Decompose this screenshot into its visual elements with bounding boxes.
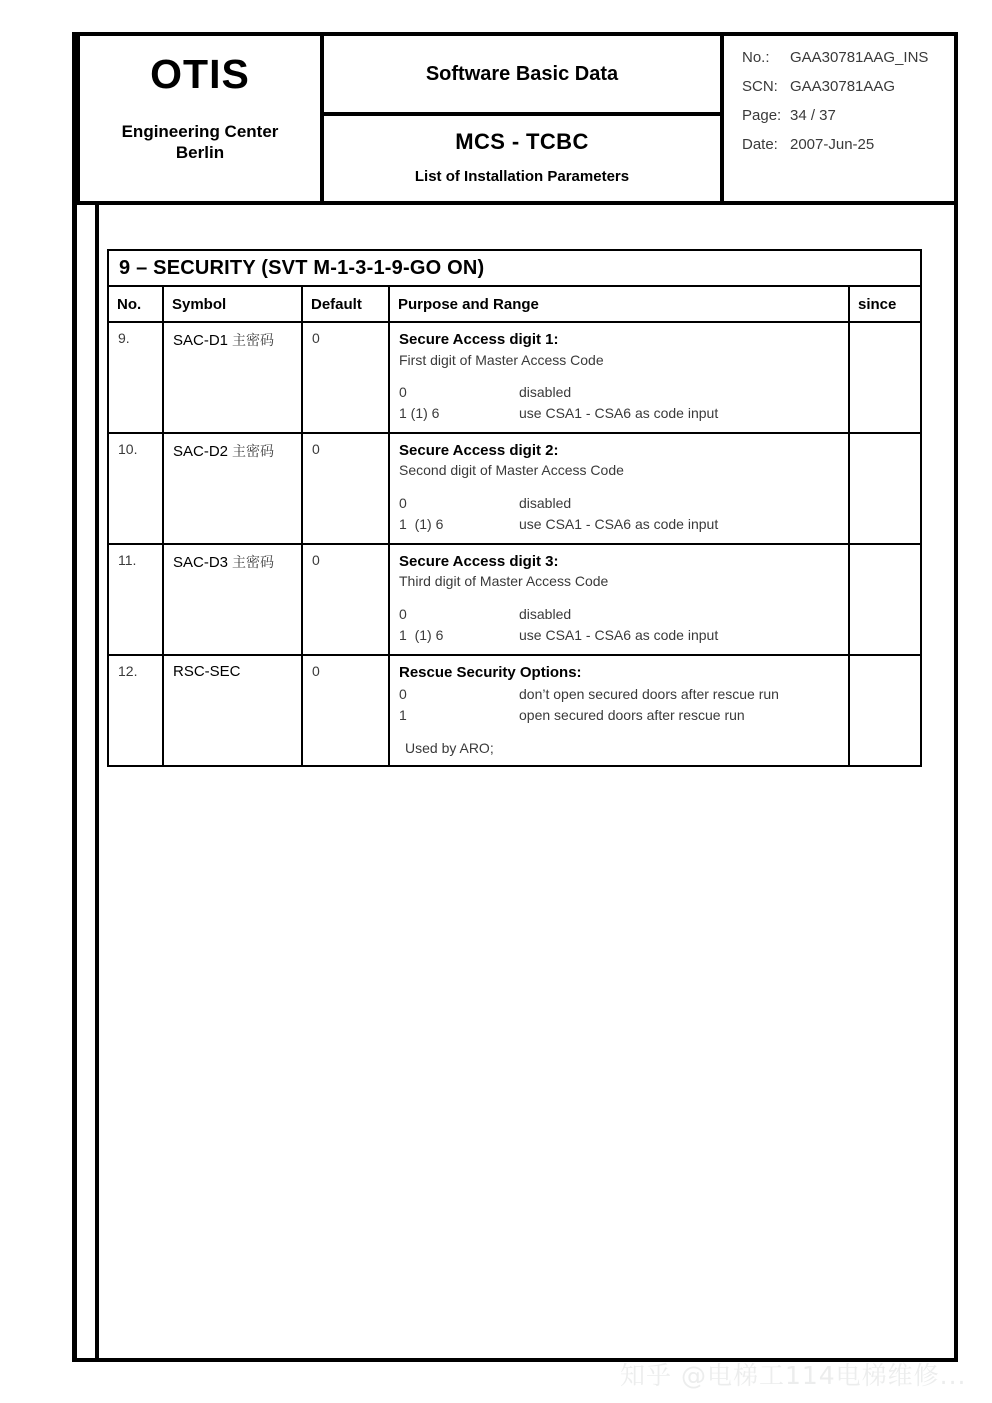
otis-logo: OTIS bbox=[150, 51, 250, 97]
table-row bbox=[108, 433, 921, 544]
purpose-footnote: Used by ARO; bbox=[405, 740, 494, 757]
purpose-title: Secure Access digit 2: bbox=[399, 441, 559, 459]
row-symbol bbox=[163, 544, 302, 655]
column-header-purpose: Purpose and Range bbox=[389, 286, 849, 322]
row-default: 0 bbox=[302, 322, 389, 433]
section-title-row bbox=[108, 250, 921, 286]
column-header-no: No. bbox=[108, 286, 163, 322]
row-number: 10. bbox=[108, 433, 163, 544]
table-header-row bbox=[108, 286, 921, 322]
purpose-option-value: disabled bbox=[519, 495, 572, 512]
row-since bbox=[849, 322, 921, 433]
purpose-option-list bbox=[399, 604, 848, 645]
purpose-option-key: 1 bbox=[399, 706, 407, 723]
installation-parameters-table bbox=[107, 249, 922, 767]
metadata-label-page: Page: bbox=[742, 107, 782, 124]
metadata-row-page bbox=[742, 108, 954, 123]
row-purpose bbox=[389, 655, 849, 766]
product-name: MCS - TCBC bbox=[455, 128, 589, 154]
purpose-option bbox=[399, 604, 848, 624]
purpose-option-list bbox=[399, 493, 848, 534]
organization-line-1: Engineering Center bbox=[121, 122, 279, 141]
title-block-titles bbox=[324, 36, 724, 201]
purpose-option bbox=[399, 514, 848, 534]
title-block bbox=[76, 32, 958, 205]
row-default: 0 bbox=[302, 544, 389, 655]
row-number: 9. bbox=[108, 322, 163, 433]
purpose-option-key: 0 bbox=[399, 686, 407, 703]
table-body bbox=[108, 250, 921, 766]
purpose-option-value: open secured doors after rescue run bbox=[519, 706, 745, 723]
watermark: 知乎 @电梯工114电梯维修... bbox=[620, 1361, 967, 1390]
metadata-label-no: No.: bbox=[742, 49, 770, 66]
page-border-left-inner bbox=[95, 205, 99, 1362]
column-header-since: since bbox=[849, 286, 921, 322]
purpose-description: Third digit of Master Access Code bbox=[399, 573, 609, 590]
organization-line-2: Berlin bbox=[175, 143, 225, 163]
column-header-symbol: Symbol bbox=[163, 286, 302, 322]
row-since bbox=[849, 655, 921, 766]
metadata-row-no bbox=[742, 50, 954, 65]
purpose-option-key: 0 bbox=[399, 495, 407, 512]
row-symbol bbox=[163, 433, 302, 544]
row-number: 11. bbox=[108, 544, 163, 655]
section-title: 9 – SECURITY (SVT M-1-3-1-9-GO ON) bbox=[108, 250, 921, 286]
document-subtitle: List of Installation Parameters bbox=[414, 167, 630, 185]
row-symbol bbox=[163, 655, 302, 766]
row-purpose bbox=[389, 433, 849, 544]
row-default: 0 bbox=[302, 433, 389, 544]
table-row bbox=[108, 322, 921, 433]
row-since bbox=[849, 544, 921, 655]
title-block-metadata bbox=[724, 36, 954, 201]
purpose-option-value: use CSA1 - CSA6 as code input bbox=[519, 515, 719, 532]
metadata-value-no: GAA30781AAG_INS bbox=[790, 49, 929, 66]
purpose-option-list bbox=[399, 382, 848, 423]
purpose-title: Rescue Security Options: bbox=[399, 663, 582, 681]
purpose-option-key: 1 (1) 6 bbox=[399, 626, 444, 643]
table-row bbox=[108, 655, 921, 766]
row-purpose bbox=[389, 544, 849, 655]
row-symbol-code: RSC-SEC bbox=[173, 662, 241, 680]
purpose-option-value: use CSA1 - CSA6 as code input bbox=[519, 404, 719, 421]
purpose-option bbox=[399, 705, 848, 725]
purpose-description: Second digit of Master Access Code bbox=[399, 462, 624, 479]
page-border-right bbox=[954, 32, 958, 1362]
row-purpose bbox=[389, 322, 849, 433]
metadata-value-page: 34 / 37 bbox=[790, 107, 836, 124]
purpose-option-value: disabled bbox=[519, 606, 572, 623]
document-title-cell bbox=[324, 36, 720, 116]
purpose-option-key: 0 bbox=[399, 384, 407, 401]
metadata-value-scn: GAA30781AAG bbox=[790, 78, 896, 95]
metadata-row-date bbox=[742, 137, 954, 152]
purpose-option bbox=[399, 625, 848, 645]
row-symbol bbox=[163, 322, 302, 433]
purpose-option bbox=[399, 493, 848, 513]
table-row bbox=[108, 544, 921, 655]
purpose-option-key: 1 (1) 6 bbox=[399, 404, 440, 421]
purpose-option bbox=[399, 684, 848, 704]
document-title: Software Basic Data bbox=[425, 62, 619, 85]
row-since bbox=[849, 433, 921, 544]
purpose-option-value: use CSA1 - CSA6 as code input bbox=[519, 626, 719, 643]
purpose-option-key: 0 bbox=[399, 606, 407, 623]
purpose-title: Secure Access digit 1: bbox=[399, 331, 559, 348]
purpose-option-value: don’t open secured doors after rescue run bbox=[519, 686, 779, 703]
metadata-label-scn: SCN: bbox=[742, 78, 778, 95]
organization-name bbox=[122, 121, 279, 164]
purpose-option bbox=[399, 382, 848, 402]
row-symbol-code: SAC-D3 bbox=[173, 553, 229, 571]
purpose-title: Secure Access digit 3: bbox=[399, 552, 559, 570]
purpose-option-value: disabled bbox=[519, 384, 572, 401]
metadata-row-scn bbox=[742, 79, 954, 94]
column-header-default: Default bbox=[302, 286, 389, 322]
document-subject-cell bbox=[324, 116, 720, 201]
row-symbol-code: SAC-D2 bbox=[173, 442, 229, 460]
row-symbol-code: SAC-D1 bbox=[173, 332, 229, 349]
purpose-description: First digit of Master Access Code bbox=[399, 351, 604, 368]
purpose-option-list bbox=[399, 684, 848, 725]
row-default: 0 bbox=[302, 655, 389, 766]
row-number: 12. bbox=[108, 655, 163, 766]
title-block-company bbox=[80, 36, 324, 201]
metadata-label-date: Date: bbox=[742, 136, 778, 153]
page-border-left bbox=[72, 32, 77, 1362]
purpose-option bbox=[399, 403, 848, 423]
purpose-option-key: 1 (1) 6 bbox=[399, 515, 444, 532]
metadata-value-date: 2007-Jun-25 bbox=[790, 136, 875, 153]
row-symbol-chinese: 主密码 bbox=[232, 332, 275, 348]
row-symbol-chinese: 主密码 bbox=[232, 442, 275, 459]
row-symbol-chinese: 主密码 bbox=[232, 553, 275, 570]
